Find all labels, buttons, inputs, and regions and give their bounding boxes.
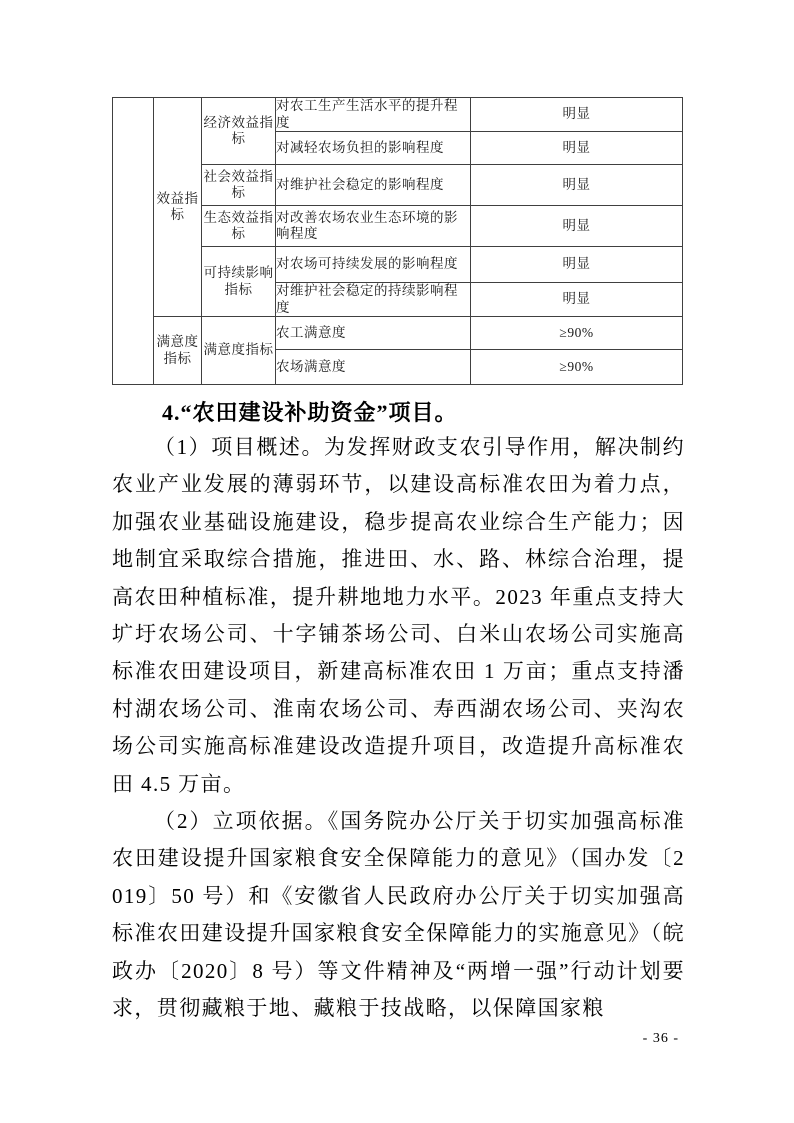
table-row xyxy=(113,98,683,132)
table-cell-indicator: 对农工生产生活水平的提升程度 xyxy=(276,98,471,132)
table-cell-value: 明显 xyxy=(471,165,683,206)
table-cell-indicator: 对减轻农场负担的影响程度 xyxy=(276,132,471,165)
table-cell-group-satisfaction: 满意度指标 xyxy=(154,317,202,385)
paragraph-project-overview: （1）项目概述。为发挥财政支农引导作用，解决制约农业产业发展的薄弱环节，以建设高标准农田为着力点，加强农业基础设施建设，稳步提高农业综合生产能力；因地制宜采取综合措施，推进田、水、路、林综合治理，提高农田种植标准，提升耕地地力水平。2023 年重点支持大圹圩农场公司、十字铺茶场公司、白米山农场公司实施高标准农田建设项目，新建高标准农田 1 万亩；重点支持潘村湖农场公司、淮南农场公司、寿西湖农场公司、夹沟农场公司实施高标准建设改造提升项目，改造提升高标准农田 4.5 万亩。 xyxy=(112,435,685,796)
table-cell-indicator: 农工满意度 xyxy=(276,317,471,350)
page-number: - 36 - xyxy=(642,1031,679,1046)
table-cell-subgroup-satisfaction: 满意度指标 xyxy=(202,317,276,385)
table-cell-indicator: 农场满意度 xyxy=(276,350,471,385)
table-cell-subgroup-ecological: 生态效益指标 xyxy=(202,206,276,247)
table-row xyxy=(113,317,683,350)
paragraph-project-basis: （2）立项依据。《国务院办公厅关于切实加强高标准农田建设提升国家粮食安全保障能力的意见》（国办发〔2019〕50 号）和《安徽省人民政府办公厅关于切实加强高标准农田建设提升国家粮食安全保障能力的实施意见》（皖政办〔2020〕8 号）等文件精神及“两增一强”行动计划要求，贯彻藏粮于地、藏粮于技战略，以保障国家粮 xyxy=(112,809,685,1021)
table-cell-indicator: 对维护社会稳定的持续影响程度 xyxy=(276,283,471,317)
performance-indicator-table xyxy=(112,97,683,385)
page-content xyxy=(112,0,685,1028)
table-cell-indicator: 对改善农场农业生态环境的影响程度 xyxy=(276,206,471,247)
table-cell-value: ≥90% xyxy=(471,350,683,385)
table-cell-subgroup-social: 社会效益指标 xyxy=(202,165,276,206)
table-cell-empty xyxy=(113,98,154,385)
table-cell-subgroup-sustainable: 可持续影响指标 xyxy=(202,247,276,317)
table-cell-value: 明显 xyxy=(471,247,683,283)
table-cell-value: 明显 xyxy=(471,132,683,165)
section-heading: 4.“农田建设补助资金”项目。 xyxy=(162,400,458,425)
table-cell-subgroup-economic: 经济效益指标 xyxy=(202,98,276,165)
table-cell-value: 明显 xyxy=(471,283,683,317)
table-cell-value: 明显 xyxy=(471,206,683,247)
table-cell-indicator: 对农场可持续发展的影响程度 xyxy=(276,247,471,283)
table-cell-value: ≥90% xyxy=(471,317,683,350)
table-cell-group-benefit: 效益指标 xyxy=(154,98,202,317)
table-cell-indicator: 对维护社会稳定的影响程度 xyxy=(276,165,471,206)
table-cell-value: 明显 xyxy=(471,98,683,132)
